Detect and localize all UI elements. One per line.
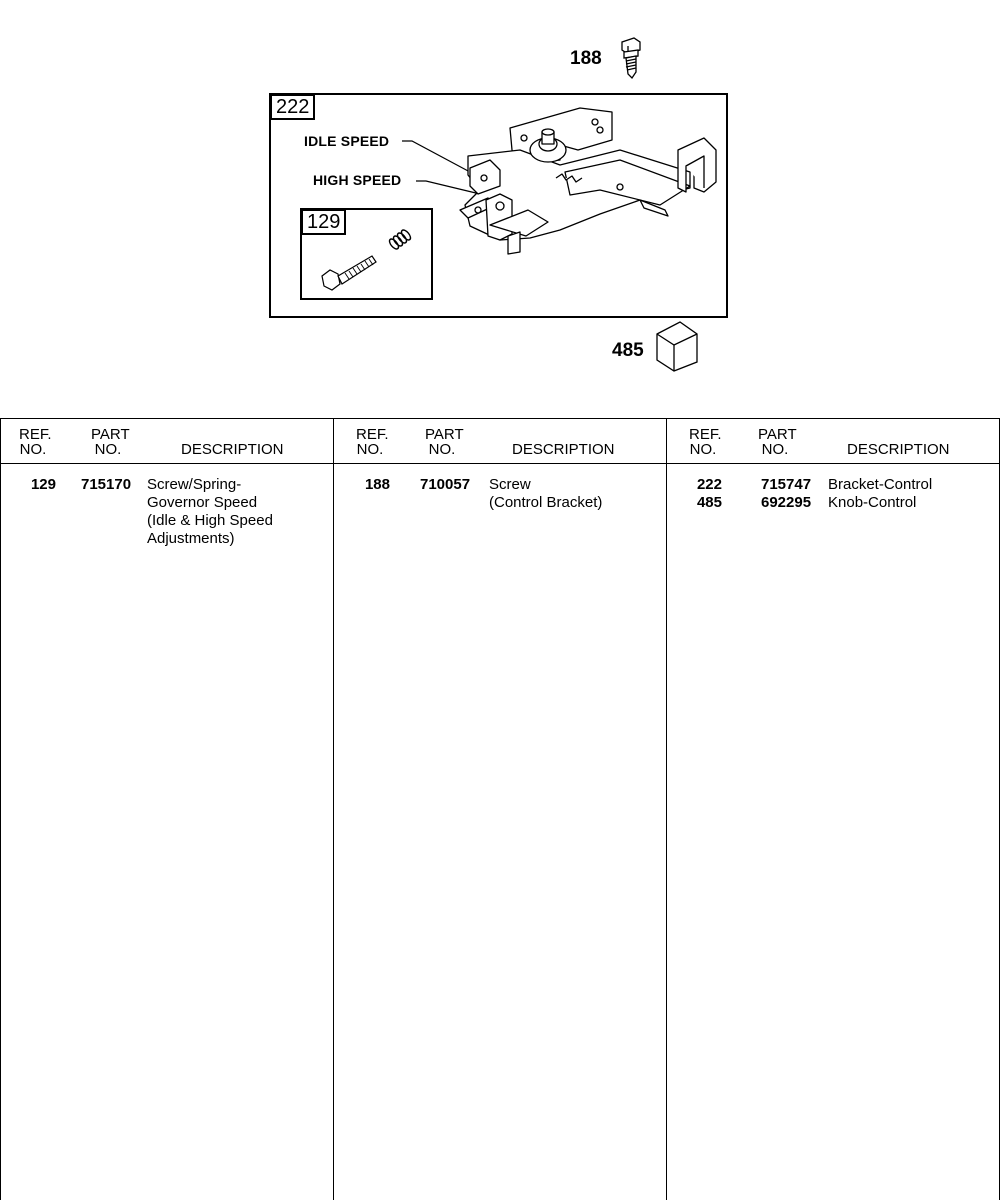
part-number: 715747 — [761, 476, 812, 493]
callout-129: 129 — [301, 209, 346, 235]
header-part-line1: PART — [91, 426, 130, 443]
description-line: Bracket-Control — [828, 476, 933, 493]
header-ref-line1: REF. — [689, 426, 722, 443]
header-part — [425, 426, 464, 458]
header-part-line2: NO. — [94, 441, 122, 458]
knob-485-icon — [657, 322, 697, 371]
parts-table — [0, 418, 1000, 1200]
ref-number: 188 — [364, 476, 390, 493]
description-line: (Control Bracket) — [489, 494, 603, 511]
ref-number: 129 — [30, 476, 56, 493]
header-ref — [19, 426, 52, 458]
label-idle-speed: IDLE SPEED — [304, 133, 390, 149]
ref-number: 222 — [696, 476, 722, 493]
header-ref-line1: REF. — [19, 426, 52, 443]
description-line: Knob-Control — [828, 494, 917, 511]
screw-188-icon — [622, 38, 640, 78]
header-ref-line2: NO. — [356, 441, 384, 458]
header-ref-line1: REF. — [356, 426, 389, 443]
part-number: 692295 — [761, 494, 812, 511]
description-line: Screw/Spring- — [147, 476, 242, 493]
callout-485: 485 — [612, 340, 644, 361]
description-line: (Idle & High Speed — [147, 512, 273, 529]
label-high-speed: HIGH SPEED — [313, 172, 402, 188]
header-ref — [356, 426, 389, 458]
description-line: Governor Speed — [147, 494, 258, 511]
diagram-drawing — [0, 0, 1000, 420]
header-part-line1: PART — [758, 426, 797, 443]
header-part — [91, 426, 130, 458]
header-part — [758, 426, 797, 458]
ref-number: 485 — [696, 494, 722, 511]
header-part-line2: NO. — [428, 441, 456, 458]
callout-188: 188 — [570, 48, 602, 69]
description-line: Adjustments) — [147, 530, 235, 547]
header-description: DESCRIPTION — [512, 441, 615, 458]
callout-222: 222 — [270, 94, 315, 120]
header-part-line1: PART — [425, 426, 464, 443]
header-description: DESCRIPTION — [847, 441, 950, 458]
table-header — [1, 418, 334, 464]
description-line: Screw — [489, 476, 531, 493]
part-number: 715170 — [81, 476, 132, 493]
header-part-line2: NO. — [761, 441, 789, 458]
table-header — [667, 418, 999, 464]
part-number: 710057 — [420, 476, 471, 493]
header-ref-line2: NO. — [689, 441, 717, 458]
screw-spring-129-icon — [322, 228, 412, 290]
table-header — [334, 418, 667, 464]
header-description: DESCRIPTION — [181, 441, 284, 458]
table-column — [0, 418, 334, 1200]
header-ref-line2: NO. — [19, 441, 47, 458]
table-column — [666, 418, 1000, 1200]
header-ref — [689, 426, 722, 458]
control-bracket-drawing — [460, 108, 716, 254]
table-column — [333, 418, 667, 1200]
